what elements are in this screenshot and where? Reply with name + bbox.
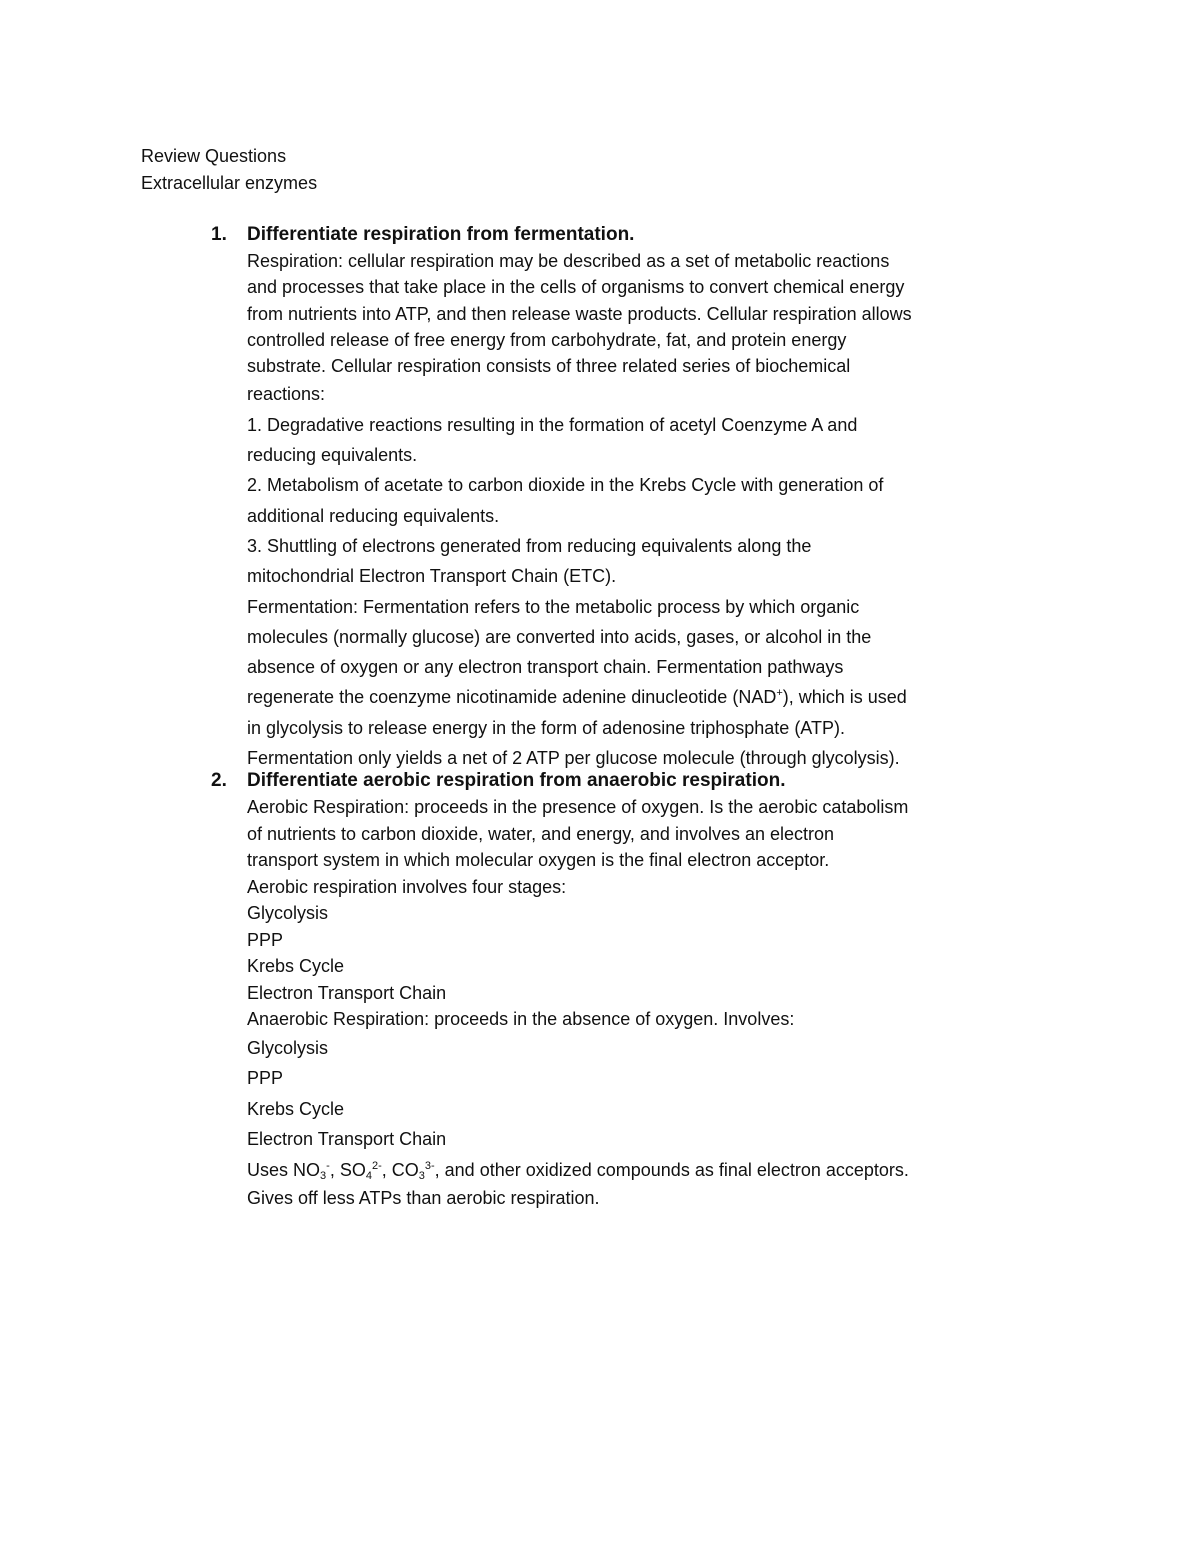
stage-item: Krebs Cycle [247,956,345,976]
document-heading: Review Questions [141,146,287,166]
answer-line: and processes that take place in the cells of organisms to convert chemical energy [247,277,905,298]
stage-item: Glycolysis [247,1037,329,1058]
question-1-title-row [211,222,1011,248]
answer-line: 3. Shuttling of electrons generated from reducing equivalents along the [247,535,812,556]
acceptors-line [247,1155,1007,1186]
answer-line: controlled release of free energy from carbohydrate, fat, and protein energy [247,329,847,350]
question-1-number: 1. [211,224,227,245]
answer-line: Anaerobic Respiration: proceeds in the absence of oxygen. Involves: [247,1009,795,1029]
document-header [141,143,317,197]
answer-line: substrate. Cellular respiration consists of three related series of biochemical [247,356,851,377]
co3-subscript: 3 [418,1169,425,1182]
answer-line: Gives off less ATPs than aerobic respiration. [247,1188,600,1208]
answer-line: reactions: [247,384,326,405]
stage-item: PPP [247,1068,284,1088]
stage-item: Krebs Cycle [247,1098,345,1119]
nad-line-text: regenerate the coenzyme nicotinamide adenine dinucleotide (NAD [247,687,777,708]
acceptors-text: , CO [381,1159,419,1180]
nad-line [247,682,1007,712]
answer-line: transport system in which molecular oxygen is the final electron acceptor. [247,850,830,870]
stage-item: Electron Transport Chain [247,1129,447,1149]
answer-line: Fermentation: Fermentation refers to the metabolic process by which organic [247,596,860,617]
nad-line-end: ), which is used [782,687,907,708]
no3-superscript: - [326,1159,330,1172]
so4-superscript: 2- [371,1159,382,1172]
answer-line: reducing equivalents. [247,445,418,466]
co3-superscript: 3- [424,1159,435,1172]
so4-subscript: 4 [365,1169,372,1182]
answer-line: 1. Degradative reactions resulting in the formation of acetyl Coenzyme A and [247,414,858,435]
answer-line: Fermentation only yields a net of 2 ATP per glucose molecule (through glycolysis). [247,748,900,769]
stage-item: Glycolysis [247,903,329,923]
answer-line: Respiration: cellular respiration may be described as a set of metabolic reactions [247,251,890,271]
answer-line: Aerobic Respiration: proceeds in the presence of oxygen. Is the aerobic catabolism [247,797,909,817]
answer-line: from nutrients into ATP, and then release waste products. Cellular respiration allows [247,303,912,324]
question-2 [211,768,1011,1212]
acceptors-text: , and other oxidized compounds as final electron acceptors. [434,1159,909,1180]
stage-item: Electron Transport Chain [247,982,447,1003]
answer-line: Aerobic respiration involves four stages: [247,876,567,897]
question-2-title-row [211,768,1011,794]
question-2-answer [247,794,1007,1212]
question-2-title: Differentiate aerobic respiration from anaerobic respiration. [247,770,786,791]
answer-line: absence of oxygen or any electron transport chain. Fermentation pathways [247,657,844,678]
answer-line: additional reducing equivalents. [247,505,500,526]
nad-plus-superscript: + [776,687,783,700]
acceptors-text: Uses NO [247,1159,321,1180]
question-2-number: 2. [211,770,227,791]
question-1-answer [247,248,1007,773]
answer-line: mitochondrial Electron Transport Chain (ETC). [247,566,617,587]
stage-item: PPP [247,929,284,950]
answer-line: in glycolysis to release energy in the form of adenosine triphosphate (ATP). [247,717,845,738]
answer-line: molecules (normally glucose) are converted into acids, gases, or alcohol in the [247,626,872,647]
answer-line: 2. Metabolism of acetate to carbon dioxide in the Krebs Cycle with generation of [247,475,884,496]
document-subheading: Extracellular enzymes [141,173,318,193]
acceptors-text: , SO [329,1159,366,1180]
question-1-title: Differentiate respiration from fermentation. [247,224,635,245]
answer-line: of nutrients to carbon dioxide, water, and energy, and involves an electron [247,823,835,844]
no3-subscript: 3 [320,1169,327,1182]
question-1 [211,222,1011,773]
